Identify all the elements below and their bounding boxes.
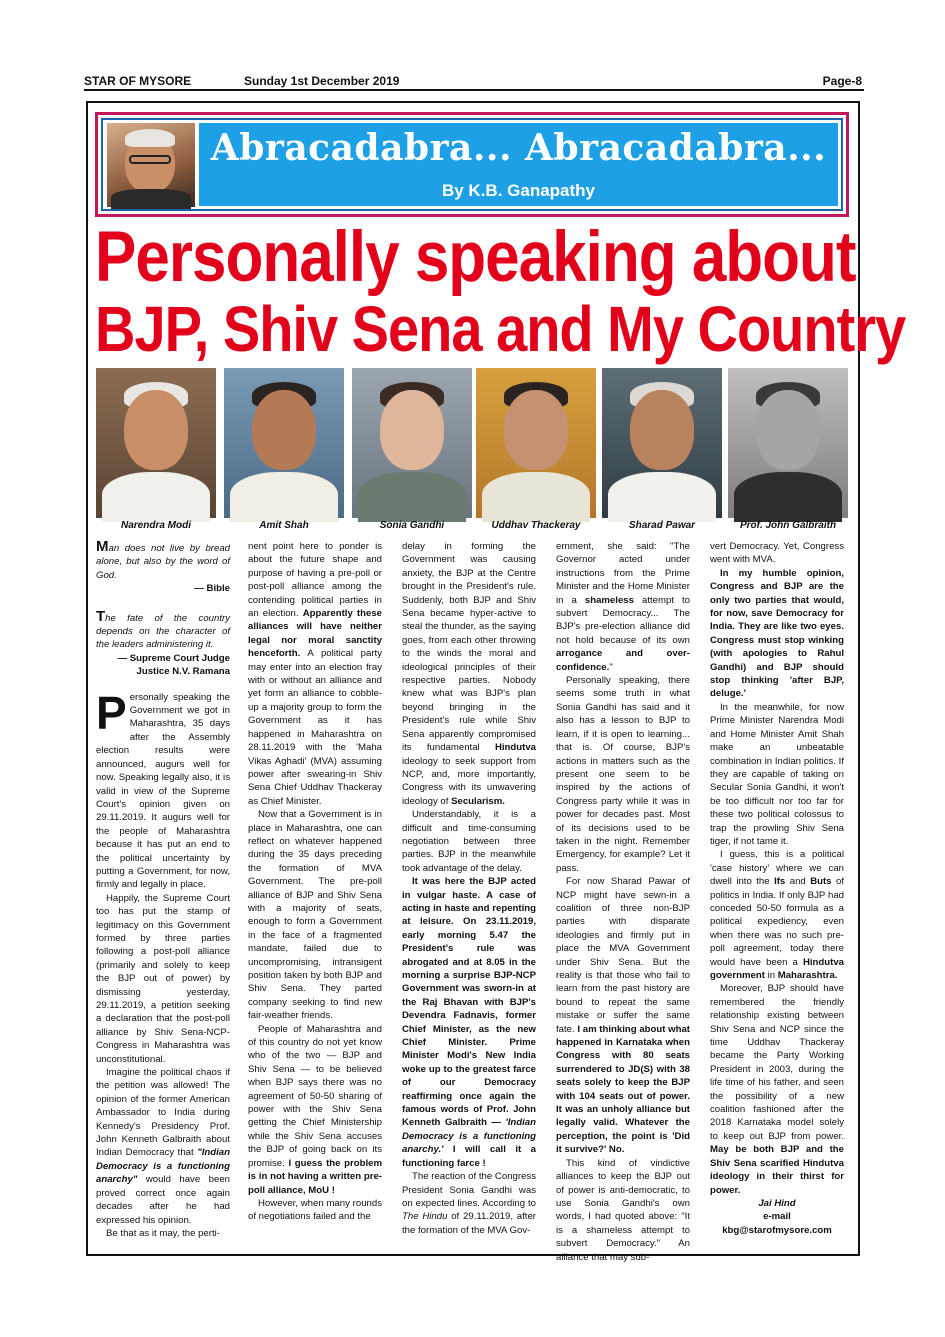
article-paragraph: It was here the BJP acted in vulgar haste. A case of acting in haste and repenting at leisure. On 23.11.2019, early morning 5.47 the President's rule was abrogated and at 8.05 in the morning a surprise BJP-NCP Government was sworn-in at the Raj Bhavan with BJP's Devendra Fadnavis, former Chief Minister, as the new Chief Minister. Prime Minister Modi's New India woke up to the greatest farce of our Democracy reaffirming once again the famous words of Prof. John Kenneth Galbraith — 'Indian Democracy is a functioning anarchy.' I will call it a functioning farce !: [402, 876, 536, 1169]
article-paragraph: Happily, the Supreme Court too has put the stamp of legitimacy on this Government formed by three parties following a post-poll alliance (primarily and solely to keep the BJP out of power) by dismissing yesterday, 29.11.2019, a petition seeking a declaration that the post-poll alliance by Shiv Sena-NCP-Congress in Maharashtra was unconstitutional.: [96, 892, 230, 1065]
photo-caption: Sharad Pawar: [628, 520, 696, 531]
email-label: e-mail: [763, 1211, 791, 1223]
article-column-1: [96, 540, 230, 1248]
paper-name: STAR OF MYSORE: [84, 74, 192, 88]
photo-sharad-pawar: [602, 368, 722, 518]
article-paragraph: delay in forming the Government was causing anxiety, the BJP at the Centre brought in the President's rule. Suddenly, both BJP and Shiv Sena became hyper-active to steal the thunder, as the saying goes, from each other throwing to the winds the moral and ideological principles of their respective parties. Nobody knew what was BJP's plan beyond bringing in the President's rule while Shiv Sena apparently compromised its fundamental Hindutva ideology to seek support from NCP, and, more importantly, Congress with its unwavering ideology of Secularism.: [402, 541, 536, 807]
issue-date: Sunday 1st December 2019: [244, 74, 400, 88]
article-paragraph: vert Democracy. Yet, Congress went with MVA.: [710, 541, 844, 566]
article-column-5: [710, 540, 844, 1248]
quote-source: — Bible: [194, 583, 230, 595]
photo-caption: Uddhav Thackeray: [491, 520, 581, 531]
article-paragraph: In my humble opinion, Congress and BJP are the only two parties that would, for now, save Democracy for India. They are like two eyes. Congress must stop winking (with apologies to Rahul Gandhi) and BJP should stop thinking 'after BJP, deluge.': [710, 567, 844, 700]
page-number: Page-8: [822, 74, 862, 88]
sign-off: Jai Hind: [758, 1197, 796, 1209]
article-paragraph: nent point here to ponder is about the future shape and purpose of having a pre-poll or post-poll alliance among the contending political parties in an election. Apparently these alliances will have neither legal nor moral sanctity henceforth. A political party may enter into an election fray with or without an alliance and yet form an alliance to cobble-up a majority group to form the Government as it has happened in Maharashtra on 28.11.2019 with the 'Maha Vikas Aghadi' (MVA) assuming power after swearing-in Shiv Sena Chief Uddhav Thackeray as Chief Minister.: [248, 541, 382, 807]
article-paragraph: Be that as it may, the perti-: [106, 1227, 220, 1239]
column-banner: [95, 112, 849, 217]
quote-source: — Supreme Court Judge Justice N.V. Ramana: [117, 652, 230, 678]
headline-line-2: BJP, Shiv Sena and My Country: [95, 292, 906, 365]
photo-caption: Sonia Gandhi: [379, 520, 445, 531]
article-paragraph: Personally speaking the Government we got in Maharashtra, 35 days after the Assembly election results were announced, augurs well for now. Speaking legally also, it is valid in view of the Supreme Court's opinion given on 29.11.2019. It augurs well for the people of Maharashtra because it has put an end to the political uncertainty by putting a Government, for now, firmly and legally in place.: [96, 686, 230, 891]
article-paragraph: Understandably, it is a difficult and time-consuming negotiation between three parties. BJP in the meanwhile took advantage of the delay.: [402, 809, 536, 874]
epigraph-quote: The fate of the country depends on the character of the leaders administering it.: [96, 607, 230, 651]
banner-inner-border: [101, 118, 843, 211]
photo-caption: Amit Shah: [259, 520, 309, 531]
photo-caption: Narendra Modi: [120, 520, 191, 531]
author-photo: [107, 123, 195, 207]
photo-caption: Prof. John Galbraith: [739, 520, 837, 531]
article-paragraph: ernment, she said: "The Governor acted under instructions from the Prime Minister and the Home Minister in a shameless attempt to subvert Democracy... The BJP's pre-election alliance did not hold because of its own arrogance and over-confidence.": [556, 541, 691, 673]
article-column-2: [248, 540, 382, 1248]
banner-blue-band: [199, 123, 838, 206]
drop-cap: P: [96, 686, 127, 739]
photo-uddhav-thackeray: [476, 368, 596, 518]
photo-amit-shah: [224, 368, 344, 518]
article-paragraph: This kind of vindictive alliances to keep the BJP out of power is anti-democratic, to use Sonia Gandhi's own words, I had quoted above: "It is a shameless attempt to subvert Democracy." An alliance that may sub-: [556, 1157, 690, 1263]
photo-captions: [96, 520, 856, 534]
photo-sonia-gandhi: [352, 368, 472, 518]
article-paragraph: The reaction of the Congress President Sonia Gandhi was on expected lines. According to The Hindu of 29.11.2019, after the formation of the MVA Gov-: [402, 1171, 536, 1236]
article-paragraph: Personally speaking, there seems some truth in what Sonia Gandhi has said and it also has a lesson to BJP to learn, if it is open to learning... that is. Of course, BJP's actions in matters such as the present one seem to be inspired by the actions of Congress party while it was in power for decades past. Most of its decisions used to be taken in the night. Remember Emergency, for example? Let it pass.: [556, 675, 690, 874]
article-paragraph: Moreover, BJP should have remembered the friendly relationship existing between Shiv Sena and NCP since the time Uddhav Thackeray became the Party Working President in 2003, during the life time of his father, and seen the possibility of a new coalition fashioned after the 2018 Karnataka model solely to keep out BJP from power. May be both BJP and the Shiv Sena scarified Hindutva ideology in their thirst for power.: [710, 983, 844, 1196]
article-paragraph: People of Maharashtra and of this country do not yet know who of the two — BJP and Shiv Sena — to be believed when BJP says there was no agreement of 50-50 sharing of power with the Shiv Sena getting the Chief Ministership while the Shiv Sena accuses the BJP of going back on its promise. I guess the problem is in not having a written pre-poll alliance, MoU !: [248, 1023, 382, 1196]
article-paragraph: Imagine the political chaos if the petition was allowed! The opinion of the former American Ambassador to India during Kennedy's Presidency Prof. John Kenneth Galbraith about Indian Democracy that "Indian Democracy is a functioning anarchy" would have been proved correct once again decades after he had expressed his opinion.: [96, 1067, 230, 1226]
article-paragraph: In the meanwhile, for now Prime Minister Narendra Modi and Home Minister Amit Shah make an unbeatable combination in Indian politics. If they are capable of taking on Secular Sonia Gandhi, it won't be too difficult nor too far for these two political colossus to trap the prowling Shiv Sena tiger, if not tame it.: [710, 701, 844, 847]
article-paragraph: Now that a Government is in place in Maharashtra, one can reflect on whatever happened during the 35 days preceding the formation of MVA Government. The pre-poll alliance of BJP and Shiv Sena with a majority of seats, enough to form a Government in the face of a fragmented mandate, failed due to uncompromising, intransigent position taken by both BJP and Shiv Sena. They parted company seeking to find new fair-weather friends.: [248, 809, 382, 1022]
article-column-3: [402, 540, 536, 1248]
article-paragraph: However, when many rounds of negotiations failed and the: [248, 1197, 382, 1223]
headline-line-1: Personally speaking about: [95, 217, 856, 298]
author-email[interactable]: kbg@starofmysore.com: [722, 1224, 832, 1236]
column-title: Abracadabra... Abracadabra...: [210, 127, 827, 169]
article-paragraph: I guess, this is a political 'case history' where we can dwell into the Ifs and Buts of politics in India. If only BJP had conceded 50-50 formula as a political expediency, even when there was no such pre-poll agreement, today there would have been a Hindutva government in Maharashtra.: [710, 849, 844, 981]
header-rule: [84, 89, 864, 91]
byline: By K.B. Ganapathy: [441, 181, 596, 200]
photo-john-galbraith: [728, 368, 848, 518]
photo-strip: [96, 368, 856, 518]
photo-narendra-modi: [96, 368, 216, 518]
article-paragraph: For now Sharad Pawar of NCP might have sewn-in a coalition of three non-BJP parties with disparate ideologies and firmly put in place the MVA Government under Shiv Sena. But the reality is that those who fail to learn from the past history are bound to repeat the same mistake or suffer the same fate. I am thinking about what happened in Karnataka when Congress with 80 seats surrendered to JD(S) with 38 seats solely to keep the BJP with 104 seats out of power. It was an unholy alliance but legally valid. Whatever the perception, the point is 'Did it survive?' No.: [556, 876, 690, 1156]
article-column-4: [556, 540, 691, 1263]
running-head: [84, 74, 862, 90]
epigraph-quote: Man does not live by bread alone, but also by the word of God.: [96, 538, 230, 581]
